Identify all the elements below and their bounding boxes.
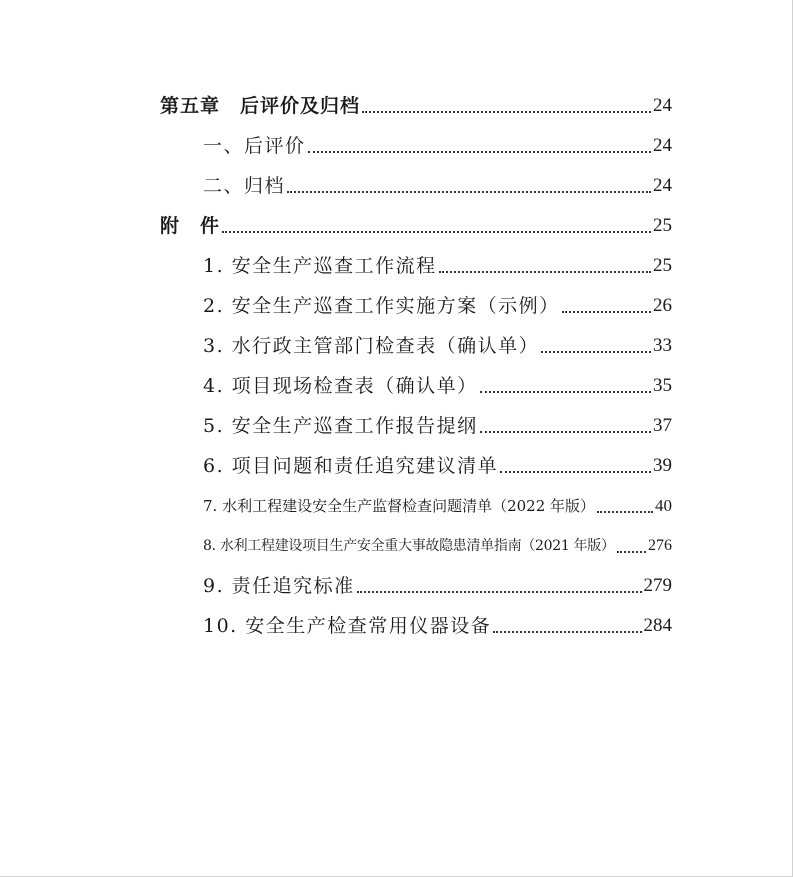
- toc-entry-label: 6. 项目问题和责任追究建议清单: [203, 455, 499, 477]
- toc-entry-appendix-10[interactable]: [203, 608, 672, 638]
- toc-entry-page: 279: [643, 575, 672, 596]
- toc-entry-page: 284: [643, 615, 672, 636]
- toc-entry-archiving[interactable]: [203, 168, 672, 198]
- toc-leader-dots: [357, 591, 642, 593]
- toc-entry-appendix-9[interactable]: [203, 568, 672, 598]
- toc-leader-dots: [362, 111, 651, 113]
- toc-leader-dots: [597, 511, 653, 513]
- toc-entry-label: 8. 水利工程建设项目生产安全重大事故隐患清单指南（2021 年版）: [203, 538, 615, 554]
- toc-entry-appendix-1[interactable]: [203, 248, 672, 278]
- toc-entry-chapter-5[interactable]: [160, 88, 672, 118]
- toc-leader-dots: [222, 231, 651, 233]
- toc-leader-dots: [480, 391, 651, 393]
- toc-leader-dots: [439, 271, 651, 273]
- toc-entry-appendix[interactable]: [160, 208, 672, 238]
- toc-entry-appendix-3[interactable]: [203, 328, 672, 358]
- toc-entry-page: 25: [653, 215, 672, 236]
- toc-entry-label: 10. 安全生产检查常用仪器设备: [203, 615, 492, 637]
- toc-entry-page: 25: [653, 255, 672, 276]
- toc-leader-dots: [541, 351, 651, 353]
- toc-entry-page: 24: [653, 135, 672, 156]
- toc-entry-label: 2. 安全生产巡查工作实施方案（示例）: [203, 295, 560, 317]
- toc-entry-page: 24: [653, 95, 672, 116]
- toc-entry-page: 37: [653, 415, 672, 436]
- toc-entry-appendix-7[interactable]: [203, 488, 672, 518]
- toc-entry-post-evaluation[interactable]: [203, 128, 672, 158]
- toc-entry-label: 二、归档: [203, 175, 286, 197]
- toc-entry-label: 5. 安全生产巡查工作报告提纲: [203, 415, 478, 437]
- toc-leader-dots: [308, 151, 651, 153]
- toc-entry-appendix-5[interactable]: [203, 408, 672, 438]
- toc-entry-label: 3. 水行政主管部门检查表（确认单）: [203, 335, 540, 357]
- toc-entry-page: 39: [653, 455, 672, 476]
- toc-entry-appendix-8[interactable]: [203, 528, 672, 558]
- toc-entry-appendix-2[interactable]: [203, 288, 672, 318]
- toc-entry-page: 276: [648, 537, 672, 554]
- toc-entry-label: 一、后评价: [203, 135, 306, 157]
- toc-entry-label: 第五章 后评价及归档: [160, 95, 361, 117]
- toc-entry-label: 7. 水利工程建设安全生产监督检查问题清单（2022 年版）: [203, 497, 596, 515]
- toc-entry-appendix-6[interactable]: [203, 448, 672, 478]
- toc-entry-page: 40: [655, 496, 672, 515]
- toc-entry-page: 35: [653, 375, 672, 396]
- toc-leader-dots: [562, 311, 651, 313]
- toc-entry-appendix-4[interactable]: [203, 368, 672, 398]
- toc-entry-page: 26: [653, 295, 672, 316]
- toc-entry-label: 9. 责任追究标准: [203, 575, 355, 597]
- toc-entry-label: 附 件: [160, 215, 221, 237]
- toc-entry-label: 4. 项目现场检查表（确认单）: [203, 375, 478, 397]
- toc-leader-dots: [617, 551, 646, 553]
- toc-leader-dots: [493, 631, 641, 633]
- toc-entry-page: 24: [653, 175, 672, 196]
- toc-leader-dots: [480, 431, 651, 433]
- toc-entry-page: 33: [653, 335, 672, 356]
- toc-entry-label: 1. 安全生产巡查工作流程: [203, 255, 437, 277]
- toc-leader-dots: [287, 191, 651, 193]
- toc-leader-dots: [500, 471, 651, 473]
